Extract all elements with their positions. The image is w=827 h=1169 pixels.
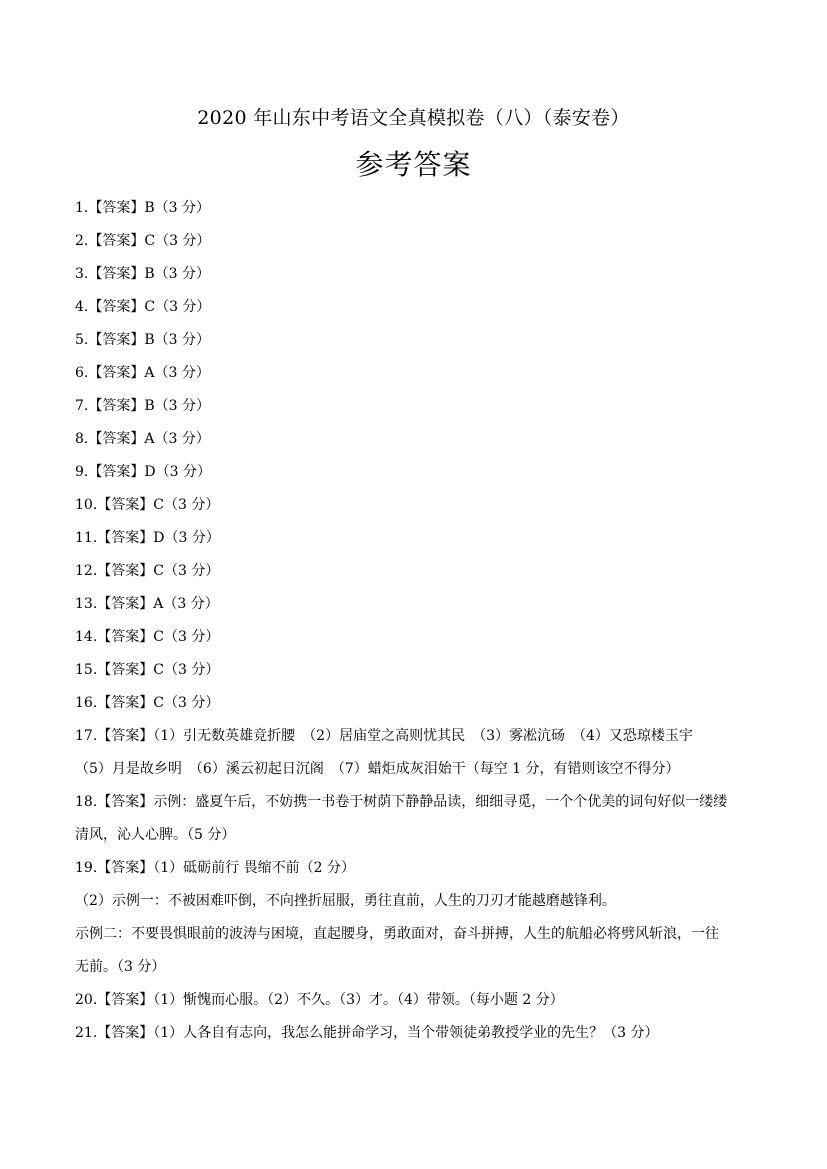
answer-line: 11.【答案】D（3 分） xyxy=(75,530,220,546)
answer-line: 19.【答案】（1）砥砺前行 畏缩不前（2 分） xyxy=(75,860,355,876)
answer-line: 16.【答案】C（3 分） xyxy=(75,695,220,711)
answer-line: 12.【答案】C（3 分） xyxy=(75,563,220,579)
answer-line: 20.【答案】（1）惭愧而心服。（2）不久。（3）才。（4）带领。（每小题 2 分） xyxy=(75,992,564,1008)
document-subtitle: 参考答案 xyxy=(355,148,472,181)
answer-line: （5）月是故乡明 （6）溪云初起日沉阁 （7）蜡炬成灰泪始干（每空 1 分，有错则该空不得分） xyxy=(75,761,680,777)
answer-line: 4.【答案】C（3 分） xyxy=(75,299,211,315)
answer-line: （2）示例一：不被困难吓倒，不向挫折屈服，勇往直前，人生的刀刃才能越磨越锋利。 xyxy=(75,893,616,909)
answer-line: 2.【答案】C（3 分） xyxy=(75,233,211,249)
answer-line: 13.【答案】A（3 分） xyxy=(75,596,219,612)
answer-line: 无前。（3 分） xyxy=(75,959,166,975)
answer-line: 3.【答案】B（3 分） xyxy=(75,266,211,282)
answer-list xyxy=(75,192,755,1050)
answer-line: 15.【答案】C（3 分） xyxy=(75,662,220,678)
answer-line: 9.【答案】D（3 分） xyxy=(75,464,211,480)
answer-line: 6.【答案】A（3 分） xyxy=(75,365,210,381)
answer-line: 示例二：不要畏惧眼前的波涛与困境，直起腰身，勇敢面对，奋斗拼搏，人生的航船必将劈风斩浪，一往 xyxy=(75,926,719,942)
answer-line: 5.【答案】B（3 分） xyxy=(75,332,211,348)
document-title: 2020 年山东中考语文全真模拟卷（八）（泰安卷） xyxy=(197,107,630,129)
answer-line: 清风，沁人心脾。（5 分） xyxy=(75,827,236,843)
answer-line: 1.【答案】B（3 分） xyxy=(75,200,211,216)
answer-line: 10.【答案】C（3 分） xyxy=(75,497,220,513)
answer-line: 7.【答案】B（3 分） xyxy=(75,398,211,414)
answer-line: 21.【答案】（1）人各自有志向，我怎么能拼命学习，当个带领徒弟教授学业的先生？（3 分） xyxy=(75,1025,659,1041)
answer-line: 8.【答案】A（3 分） xyxy=(75,431,210,447)
answer-line: 14.【答案】C（3 分） xyxy=(75,629,220,645)
answer-line: 18.【答案】示例：盛夏午后，不妨携一书卷于树荫下静静品读，细细寻觅，一个个优美的词句好似一缕缕 xyxy=(75,794,728,810)
answer-line: 17.【答案】（1）引无数英雄竞折腰 （2）居庙堂之高则忧其民 （3）雾凇沆砀 （4）又恐琼楼玉宇 xyxy=(75,728,693,744)
